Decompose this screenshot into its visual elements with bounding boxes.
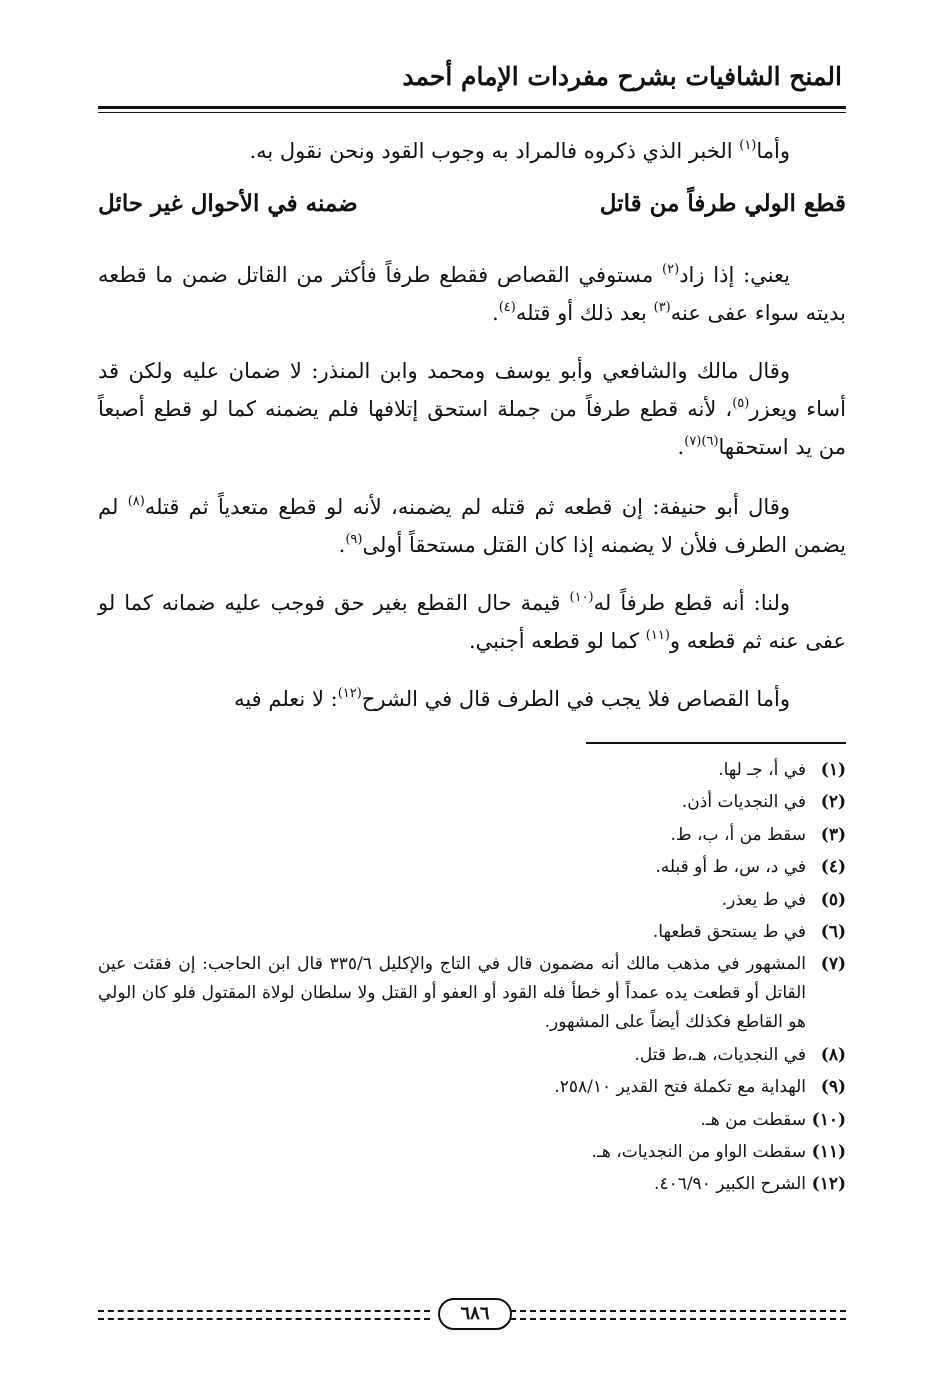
text-segment: لم يضمن الطرف فلأن لا يضمنه إذا كان القتل مستحقاً أولى <box>98 495 846 557</box>
text-segment: بعد ذلك أو قتله <box>515 301 654 325</box>
footnote-item <box>98 1041 846 1070</box>
footnote-ref: (٨) <box>127 494 145 509</box>
footnote-number: (٤) <box>820 857 846 878</box>
footnote-text: سقطت من هـ. <box>700 1109 806 1130</box>
footer-dashed-rule-right <box>510 1310 846 1320</box>
footnote-text: في النجديات أذن. <box>681 792 806 813</box>
footnote-number: (٨) <box>820 1044 846 1065</box>
footnote-number: (٢) <box>820 792 846 813</box>
footnote-ref: (٦)(٧) <box>684 434 719 449</box>
footnote-text: سقطت الواو من النجديات، هـ. <box>591 1141 806 1162</box>
footnote-item <box>98 756 846 785</box>
footnote-ref: (١٢) <box>337 686 362 701</box>
text-segment: ولنا: أنه قطع طرفاً له <box>593 591 790 615</box>
footnote-ref: (٢) <box>662 262 680 277</box>
text-segment: : لا نعلم فيه <box>234 687 338 711</box>
footnote-number: (١٢) <box>811 1174 846 1195</box>
running-header-title: المنح الشافيات بشرح مفردات الإمام أحمد <box>402 62 842 91</box>
footnote-item <box>98 918 846 947</box>
footnote-number: (٣) <box>820 824 846 845</box>
text-segment: يعني: إذا زاد <box>679 263 790 287</box>
footnote-item <box>98 886 846 915</box>
text-segment: وأما <box>756 139 790 163</box>
header-rule-thick <box>98 106 846 109</box>
footnote-ref: (١٠) <box>569 590 594 605</box>
text-segment: الخبر الذي ذكروه فالمراد به وجوب القود ونحن نقول به. <box>249 139 740 163</box>
footnote-text: المشهور في مذهب مالك أنه مضمون قال في التاج والإكليل ٣٣٥/٦ قال ابن الحاجب: إن فقئت عين القاتل أو قطعت يده عمداً أو خطأ فله القود أو العفو أو القتل ولا سلطان لولاة المقتول فلو كان الولي هو القاطع فكذلك أيضاً على المشهور. <box>98 954 806 1033</box>
paragraph-2 <box>98 256 846 332</box>
footnote-text: سقط من أ، ب، ط. <box>670 824 806 845</box>
footnote-ref: (٣) <box>653 300 671 315</box>
footnote-number: (٩) <box>820 1077 846 1098</box>
footnote-separator <box>586 742 846 744</box>
text-segment: ، لأنه قطع طرفاً من جملة استحق إتلافها فلم يضمنه كما لو قطع أصبعاً من يد استحقها <box>98 397 846 459</box>
footnote-number: (٥) <box>820 889 846 910</box>
paragraph-4 <box>98 488 846 564</box>
footnote-item <box>98 1170 846 1199</box>
text-segment: مستوفي القصاص فقطع طرفاً فأكثر من القاتل ضمن ما قطعه بديته سواء عفى عنه <box>98 263 846 325</box>
page-number-badge: ٦٨٦ <box>438 1298 512 1330</box>
footnote-ref: (٥) <box>732 396 750 411</box>
text-segment: . <box>677 435 685 459</box>
footnote-item <box>98 853 846 882</box>
footnote-number: (٧) <box>820 954 846 975</box>
footnote-ref: (٩) <box>345 532 363 547</box>
footnote-text: في د، س، ط أو قبله. <box>655 857 806 878</box>
footer-dashed-rule-left <box>98 1310 430 1320</box>
paragraph-3 <box>98 352 846 466</box>
text-segment: . <box>492 301 499 325</box>
footnote-ref: (٤) <box>498 300 516 315</box>
text-segment: . <box>338 533 346 557</box>
text-segment: وقال أبو حنيفة: إن قطعه ثم قتله لم يضمنه، لأنه لو قطع متعدياً ثم قتله <box>144 495 790 519</box>
text-segment: قيمة حال القطع بغير حق فوجب عليه ضمانه كما لو عفى عنه ثم قطعه و <box>98 591 846 653</box>
footnote-text: الشرح الكبير ٤٠٦/٩٠. <box>654 1174 806 1195</box>
footnote-number: (١) <box>820 760 846 780</box>
footnote-item <box>98 1138 846 1167</box>
footnote-text: في ط يعذر. <box>721 889 806 910</box>
footnote-text: في ط يستحق قطعها. <box>652 921 806 942</box>
footnote-number: (١٠) <box>811 1109 846 1130</box>
paragraph-6 <box>98 680 846 718</box>
footnote-ref: (١) <box>739 138 757 153</box>
footnote-item <box>98 788 846 817</box>
paragraph-1 <box>98 132 846 170</box>
header-rule-thin <box>98 112 846 113</box>
verse-hemistich-second: ضمنه في الأحوال غير حائل <box>98 190 358 217</box>
paragraph-5 <box>98 584 846 660</box>
footnote-text: في أ، جـ لها. <box>718 760 806 780</box>
footnote-item <box>98 1073 846 1102</box>
footnote-number: (١١) <box>811 1141 846 1162</box>
page-footer <box>98 1296 846 1330</box>
footnote-text: الهداية مع تكملة فتح القدير ٢٥٨/١٠. <box>554 1077 806 1098</box>
footnote-number: (٦) <box>820 921 846 942</box>
footnote-ref: (١١) <box>645 628 670 643</box>
footnote-item <box>98 1106 846 1135</box>
footnote-text: في النجديات، هـ،ط قتل. <box>634 1044 806 1065</box>
verse-hemistich-first: قطع الولي طرفاً من قاتل <box>599 190 846 217</box>
text-segment: وقال مالك والشافعي وأبو يوسف ومحمد وابن المنذر: لا ضمان عليه ولكن قد أساء ويعزر <box>98 359 846 421</box>
text-segment: كما لو قطعه أجنبي. <box>468 629 646 653</box>
footnote-item <box>98 950 846 1037</box>
footnotes-list <box>98 756 846 1203</box>
footnote-item <box>98 821 846 850</box>
text-segment: وأما القصاص فلا يجب في الطرف قال في الشرح <box>361 687 790 711</box>
verse-line <box>98 190 846 234</box>
